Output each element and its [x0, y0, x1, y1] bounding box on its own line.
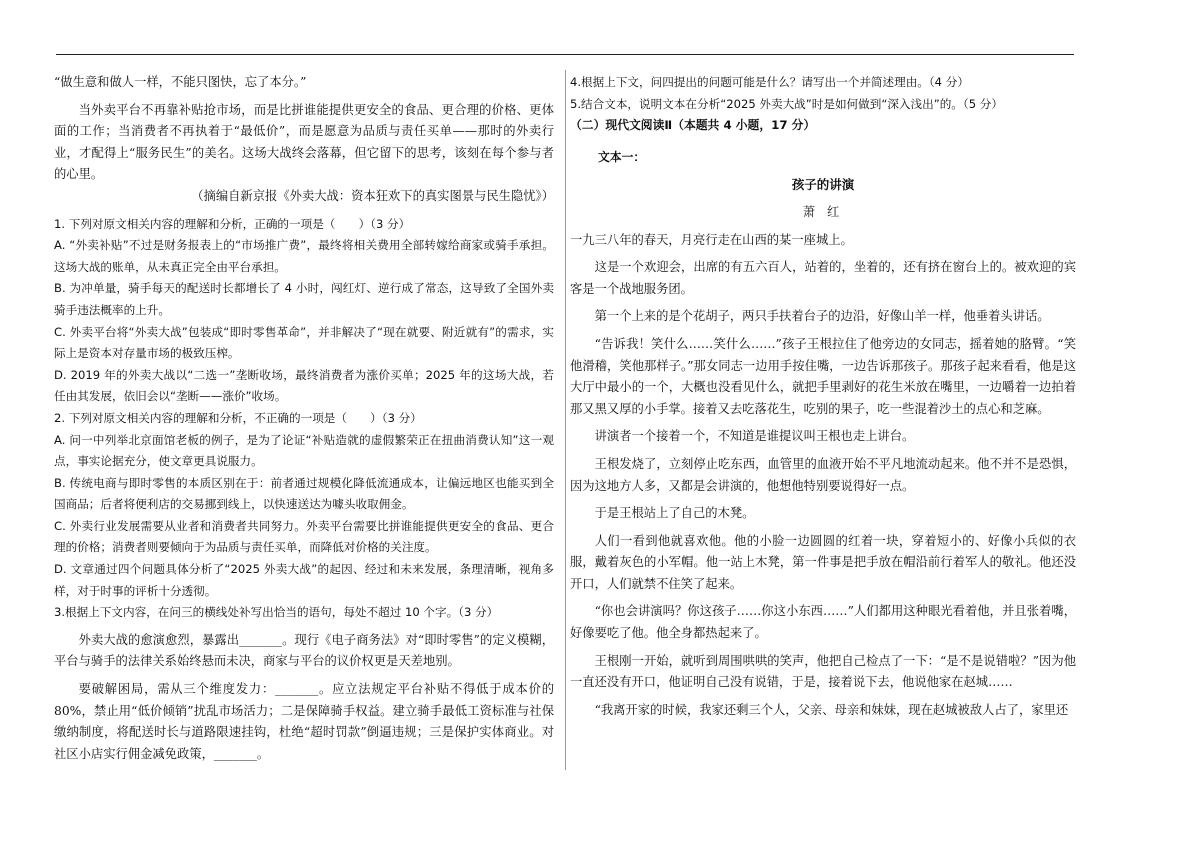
question-2-option-d: D. 文章通过四个问题具体分析了“2025 外卖大战”的起因、经过和未来发展，条理清晰，视角多样，对于时事的评析十分透彻。 — [54, 562, 554, 598]
story-paragraph: 讲演者一个接着一个，不知道是谁提议叫王根也走上讲台。 — [594, 429, 915, 444]
question-3-passage-1: 外卖大战的愈演愈烈，暴露出_______。现行《电子商务法》对“即时零售”的定义模糊，平台与骑手的法律关系始终悬而未决，商家与平台的议价权更是天差地别。 — [54, 632, 554, 669]
question-1-stem: 1. 下列对原文相关内容的理解和分析，正确的一项是（ ）（3 分） — [54, 216, 411, 231]
header-rule — [56, 54, 1074, 55]
left-column — [54, 72, 554, 765]
question-4: 4.根据上下文，问四提出的问题可能是什么？请写出一个并简述理由。（4 分） — [570, 75, 969, 89]
quote-line: “做生意和做人一样，不能只图快，忘了本分。” — [54, 75, 307, 89]
question-1-option-b: B. 为冲单量，骑手每天的配送时长都增长了 4 小时，闯红灯、逆行成了常态，这导致了全国外卖骑手违法概率的上升。 — [54, 281, 554, 317]
question-3-stem: 3.根据上下文内容，在问三的横线处补写出恰当的语句，每处不超过 10 个字。（3 分） — [54, 605, 499, 620]
right-column — [570, 72, 1076, 721]
story-paragraph: “告诉我！笑什么……笑什么……”孩子王根拉住了他旁边的女同志，摇着她的胳臂。“笑他滑稽，笑他那样子。”那女同志一边用手按住嘴，一边告诉那孩子。那孩子起来看看，他是这大厅中最小的一个，大概也没看见什么，就把手里剥好的花生米放在嘴里，一边嚼着一边拍着那又黑又厚的小手掌。接着又去吃落花生，吃别的果子，吃一些混着沙土的点心和芝麻。 — [570, 336, 1076, 416]
column-divider — [565, 70, 566, 770]
story-paragraph: 王根刚一开始，就听到周围哄哄的笑声，他把自己检点了一下：“是不是说错啦？”因为他一直还没有开口，他证明自己没有说错，于是，接着说下去，他说他家在赵城…… — [570, 653, 1076, 690]
story-paragraph: 王根发烧了，立刻停止吃东西，血管里的血液开始不平凡地流动起来。他不并不是恐惧，因为这地方人多，又都是会讲演的，他想他特别要说得好一点。 — [570, 456, 1076, 493]
closing-paragraph: 当外卖平台不再靠补贴抢市场，而是比拼谁能提供更安全的食品、更合理的价格、更体面的工作；当消费者不再执着于“最低价”，而是愿意为品质与责任买单——那时的外卖行业，才配得上“服务民生”的美名。这场大战终会落幕，但它留下的思考，该刻在每个参与者的心里。 — [54, 102, 554, 182]
story-title: 孩子的讲演 — [791, 177, 855, 193]
section-heading: （二）现代文阅读Ⅱ（本题共 4 小题，17 分） — [570, 118, 816, 133]
question-1-option-a: A. “外卖补贴”不过是财务报表上的“市场推广费”，最终将相关费用全部转嫁给商家或骑手承担。这场大战的账单，从未真正完全由平台承担。 — [54, 238, 554, 274]
story-paragraph: 人们一看到他就喜欢他。他的小脸一边圆圆的红着一块，穿着短小的、好像小兵似的衣服，戴着灰色的小军帽。他一站上木凳，第一件事是把手放在帽沿前行着军人的敬礼。他还没开口，人们就禁不住笑了起来。 — [570, 533, 1076, 591]
story-paragraph: 这是一个欢迎会，出席的有五六百人，站着的，坐着的，还有挤在窗台上的。被欢迎的宾客是一个战地服务团。 — [570, 260, 1076, 296]
question-3-passage-2: 要破解困局，需从三个维度发力：_______。应立法规定平台补贴不得低于成本价的 80%，禁止用“低价倾销”扰乱市场活力；二是保障骑手权益。建立骑手最低工资标准与社保缴纳制度，将配送时长与道路限速挂钩，杜绝“超时罚款”倒逼违规；三是保护实体商业。对社区小店实行佣金减免政策，_______。 — [54, 682, 554, 761]
question-5: 5.结合文本，说明文本在分析“2025 外卖大战”时是如何做到“深入浅出”的。（5 分） — [570, 96, 1003, 111]
story-paragraph: 一九三八年的春天，月亮行走在山西的某一座城上。 — [570, 232, 853, 247]
question-1-option-d: D. 2019 年的外卖大战以“二选一”垄断收场，最终消费者为涨价买单；2025 年的这场大战，若任由其发展，依旧会以“垄断——涨价”收场。 — [54, 367, 554, 404]
question-2-option-a: A. 问一中列举北京面馆老板的例子，是为了论证“补贴造就的虚假繁荣正在扭曲消费认知”这一观点，事实论据充分，使文章更具说服力。 — [54, 432, 554, 469]
question-1-option-c: C. 外卖平台将“外卖大战”包装成“即时零售革命”，并非解决了“现在就要、附近就有”的需求，实际上是资本对存量市场的极致压榨。 — [54, 324, 554, 361]
question-2-option-c: C. 外卖行业发展需要从业者和消费者共同努力。外卖平台需要比拼谁能提供更安全的食品、更合理的价格；消费者则要倾向于为品质与责任买单，而降低对价格的关注度。 — [54, 518, 554, 555]
question-2-stem: 2. 下列对原文相关内容的理解和分析，不正确的一项是（ ）（3 分） — [54, 410, 422, 425]
question-2-option-b: B. 传统电商与即时零售的本质区别在于：前者通过规模化降低流通成本，让偏远地区也能买到全国商品；后者将便利店的交易挪到线上，以快速送达为噱头收取佣金。 — [54, 475, 554, 512]
story-paragraph: “你也会讲演吗？你这孩子……你这小东西……”人们都用这种眼光看着他，并且张着嘴，好像要吃了他。他全身都热起来了。 — [570, 604, 1076, 641]
story-paragraph: “我离开家的时候，我家还剩三个人，父亲、母亲和妹妹，现在赵城被敌人占了，家里还 — [594, 702, 1069, 717]
text-label: 文本一： — [598, 149, 646, 164]
story-author: 萧 红 — [802, 204, 844, 219]
article-source: （摘编自新京报《外卖大战：资本狂欢下的真实图景与民生隐忧》） — [191, 188, 554, 203]
story-paragraph: 于是王根站上了自己的木凳。 — [594, 506, 755, 521]
story-paragraph: 第一个上来的是个花胡子，两只手扶着台子的边沿，好像山羊一样，他垂着头讲话。 — [594, 309, 1050, 324]
